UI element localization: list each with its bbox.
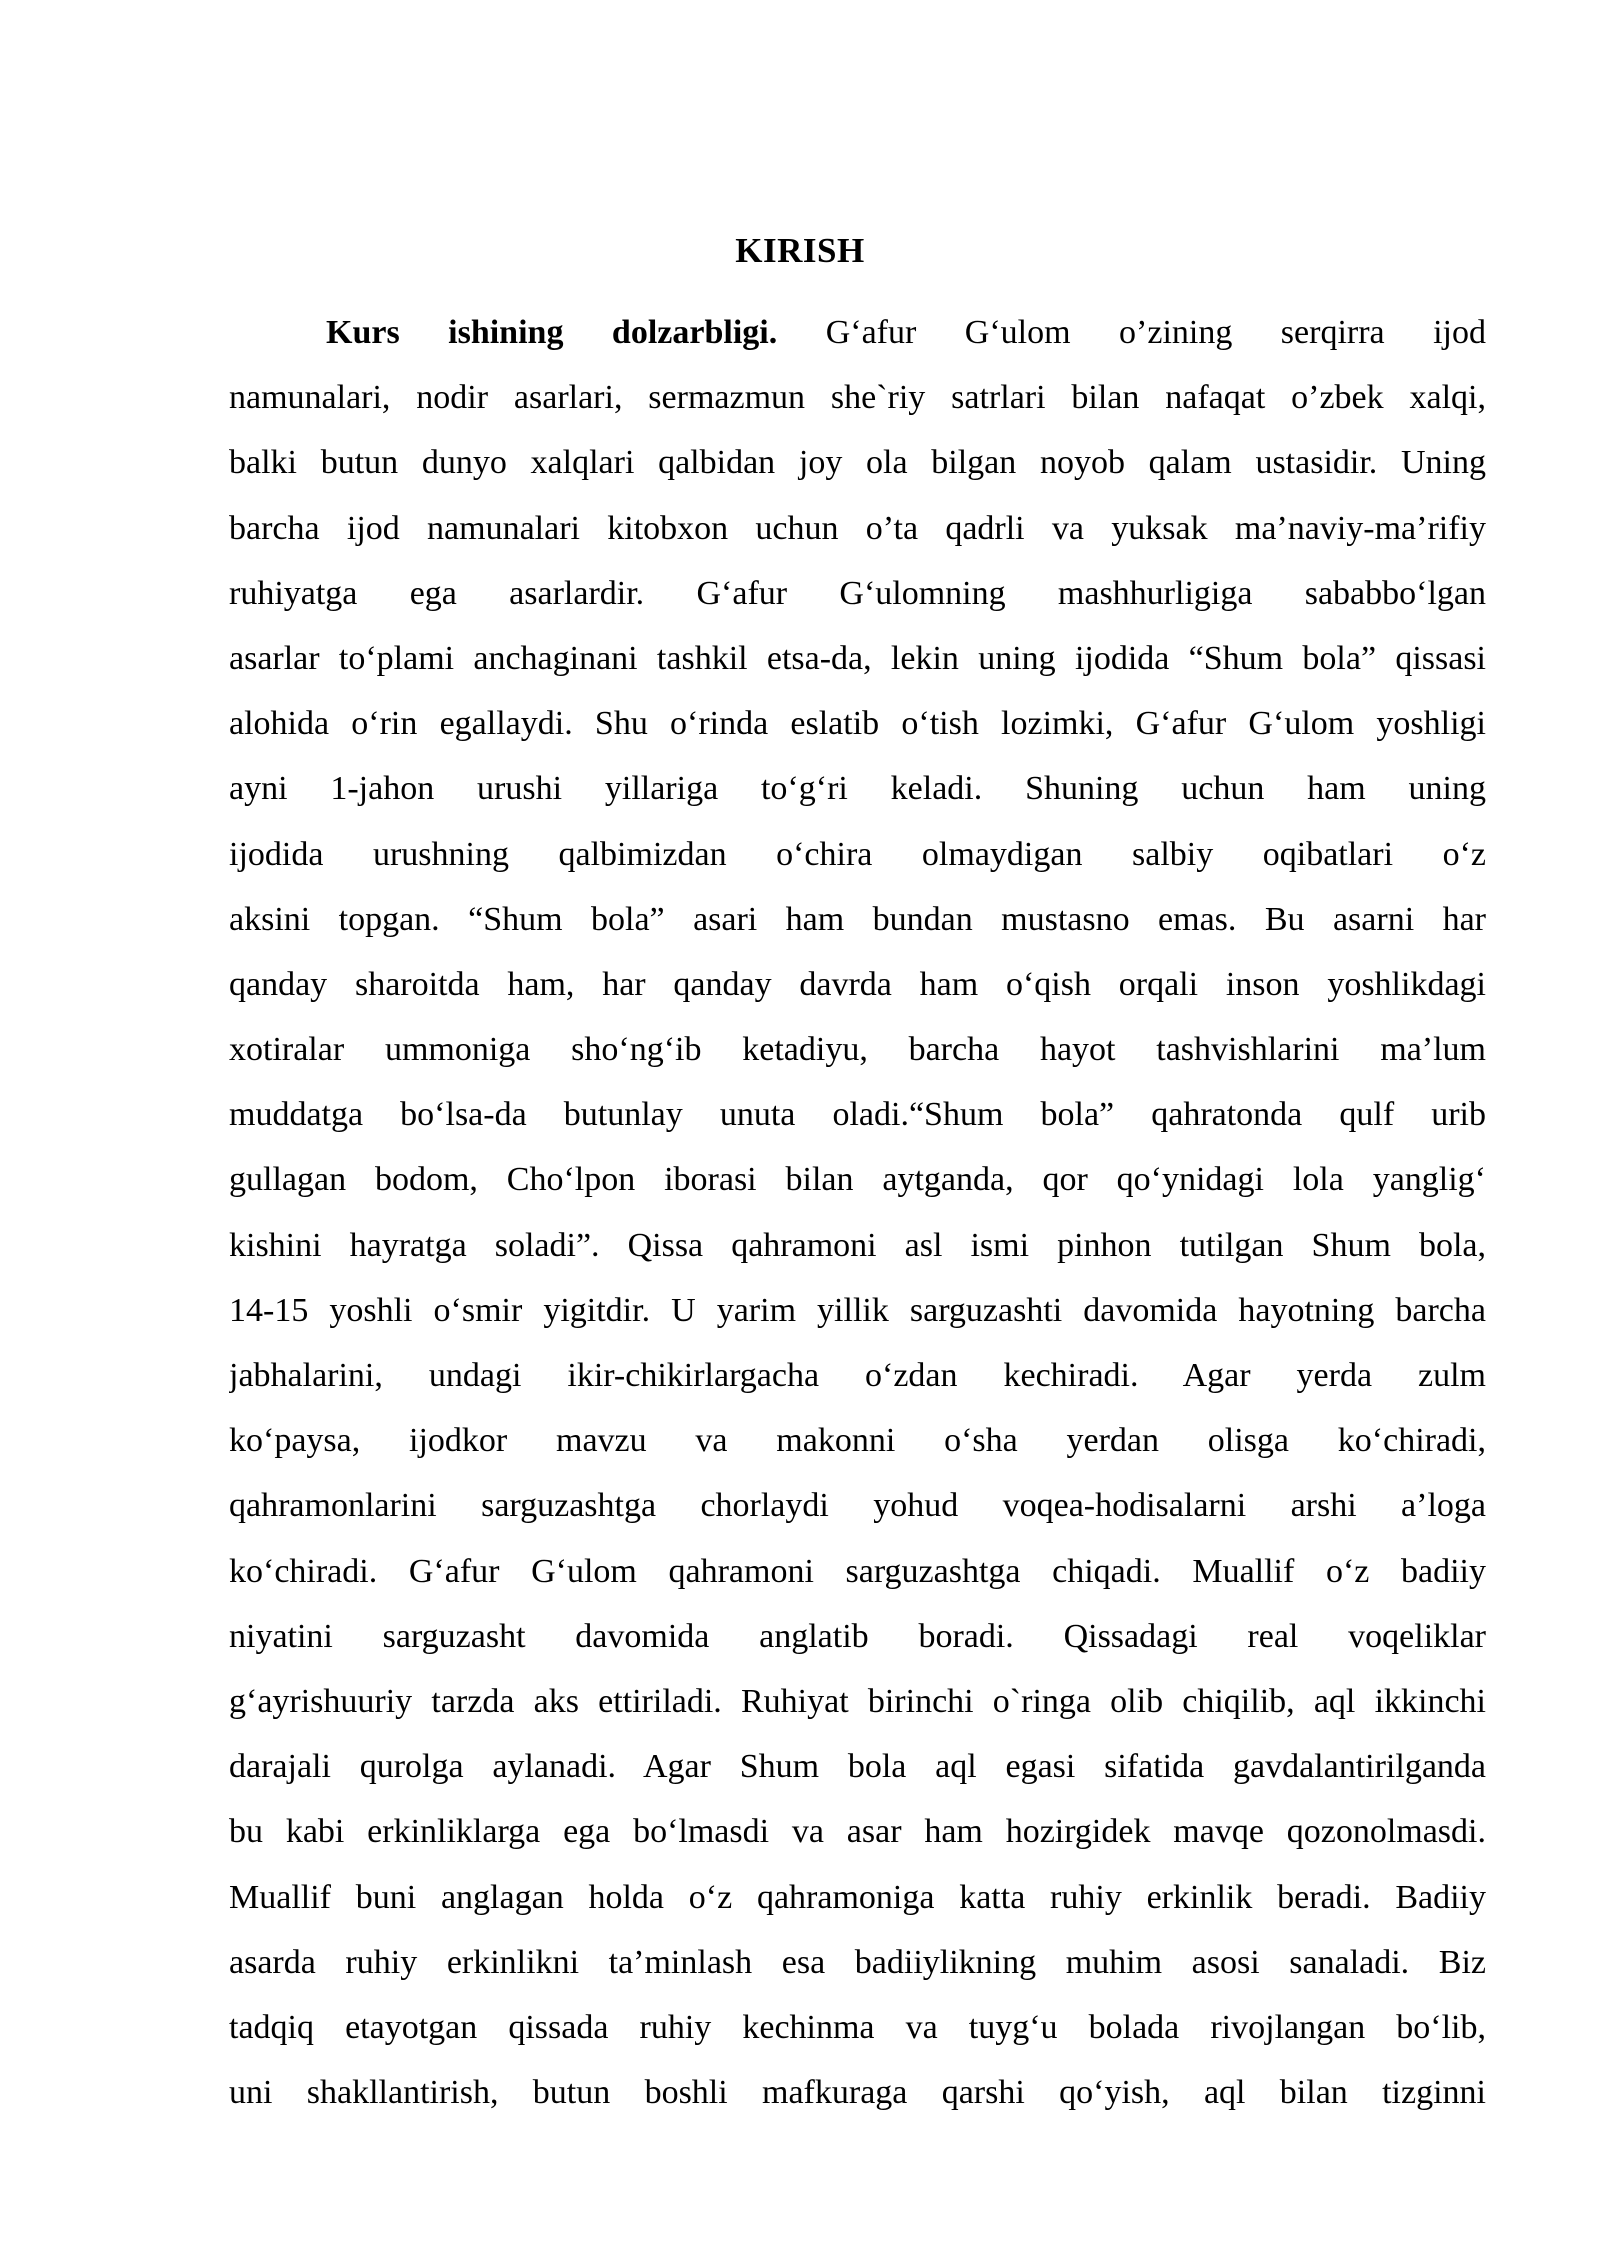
text-line: tadqiq etayotgan qissada ruhiy kechinma va tuyg‘u bolada rivojlangan bo‘lib, — [229, 2008, 1486, 2046]
paragraph-first-line — [229, 300, 1486, 365]
text-line: asarlar to‘plami anchaginani tashkil etsa-da, lekin uning ijodida “Shum bola” qissasi — [229, 639, 1486, 677]
text-line: ko‘paysa, ijodkor mavzu va makonni o‘sha yerdan olisga ko‘chiradi, — [229, 1422, 1486, 1460]
text-line: ayni 1-jahon urushi yillariga to‘g‘ri keladi. Shuning uchun ham uning — [229, 770, 1486, 808]
text-line: niyatini sarguzasht davomida anglatib boradi. Qissadagi real voqeliklar — [229, 1617, 1486, 1655]
text-line: ruhiyatga ega asarlardir. G‘afur G‘ulomning mashhurligiga sababbo‘lgan — [229, 574, 1486, 612]
text-line: asarda ruhiy erkinlikni ta’minlash esa badiiylikning muhim asosi sanaladi. Biz — [229, 1943, 1486, 1981]
text-line: qahramonlarini sarguzashtga chorlaydi yohud voqea-hodisalarni arshi a’loga — [229, 1487, 1486, 1525]
page-title: KIRISH — [735, 231, 865, 270]
text-line: bu kabi erkinliklarga ega bo‘lmasdi va asar ham hozirgidek mavqe qozonolmasdi. — [229, 1813, 1486, 1851]
text-line: darajali qurolga aylanadi. Agar Shum bola aql egasi sifatida gavdalantirilganda — [229, 1748, 1486, 1786]
text-line: kishini hayratga soladi”. Qissa qahramoni asl ismi pinhon tutilgan Shum bola, — [229, 1226, 1486, 1264]
text-line: muddatga bo‘lsa-da butunlay unuta oladi.“Shum bola” qahratonda qulf urib — [229, 1096, 1486, 1134]
text-line: 14-15 yoshli o‘smir yigitdir. U yarim yillik sarguzashti davomida hayotning barcha — [229, 1291, 1486, 1329]
text-line: Muallif buni anglagan holda o‘z qahramoniga katta ruhiy erkinlik beradi. Badiiy — [229, 1878, 1486, 1916]
first-line-rest: G‘afur G‘ulom o’zining serqirra ijod — [777, 314, 1486, 351]
text-line: jabhalarini, undagi ikir-chikirlargacha o‘zdan kechiradi. Agar yerda zulm — [229, 1357, 1486, 1394]
text-line: xotiralar ummoniga sho‘ng‘ib ketadiyu, barcha hayot tashvishlarini ma’lum — [229, 1031, 1486, 1069]
text-line: balki butun dunyo xalqlari qalbidan joy ola bilgan noyob qalam ustasidir. Uning — [229, 444, 1486, 482]
text-line: namunalari, nodir asarlari, sermazmun she`riy satrlari bilan nafaqat o’zbek xalqi, — [229, 379, 1486, 417]
text-line: alohida o‘rin egallaydi. Shu o‘rinda eslatib o‘tish lozimki, G‘afur G‘ulom yoshligi — [229, 705, 1486, 743]
text-line: ko‘chiradi. G‘afur G‘ulom qahramoni sarguzashtga chiqadi. Muallif o‘z badiiy — [229, 1552, 1486, 1590]
paragraph-lead: Kurs ishining dolzarbligi. — [326, 314, 778, 351]
text-line: g‘ayrishuuriy tarzda aks ettiriladi. Ruhiyat birinchi o`ringa olib chiqilib, aql ikkinchi — [229, 1682, 1486, 1720]
text-line: uni shakllantirish, butun boshli mafkuraga qarshi qo‘yish, aql bilan tizginni — [229, 2074, 1486, 2112]
text-line: qanday sharoitda ham, har qanday davrda ham o‘qish orqali inson yoshlikdagi — [229, 965, 1486, 1003]
text-line: aksini topgan. “Shum bola” asari ham bundan mustasno emas. Bu asarni har — [229, 900, 1486, 938]
text-line: gullagan bodom, Cho‘lpon iborasi bilan aytganda, qor qo‘ynidagi lola yanglig‘ — [229, 1161, 1486, 1199]
text-line: barcha ijod namunalari kitobxon uchun o’ta qadrli va yuksak ma’naviy-ma’rifiy — [229, 509, 1486, 547]
body-text — [229, 300, 1486, 2125]
text-line: ijodida urushning qalbimizdan o‘chira olmaydigan salbiy oqibatlari o‘z — [229, 835, 1486, 873]
